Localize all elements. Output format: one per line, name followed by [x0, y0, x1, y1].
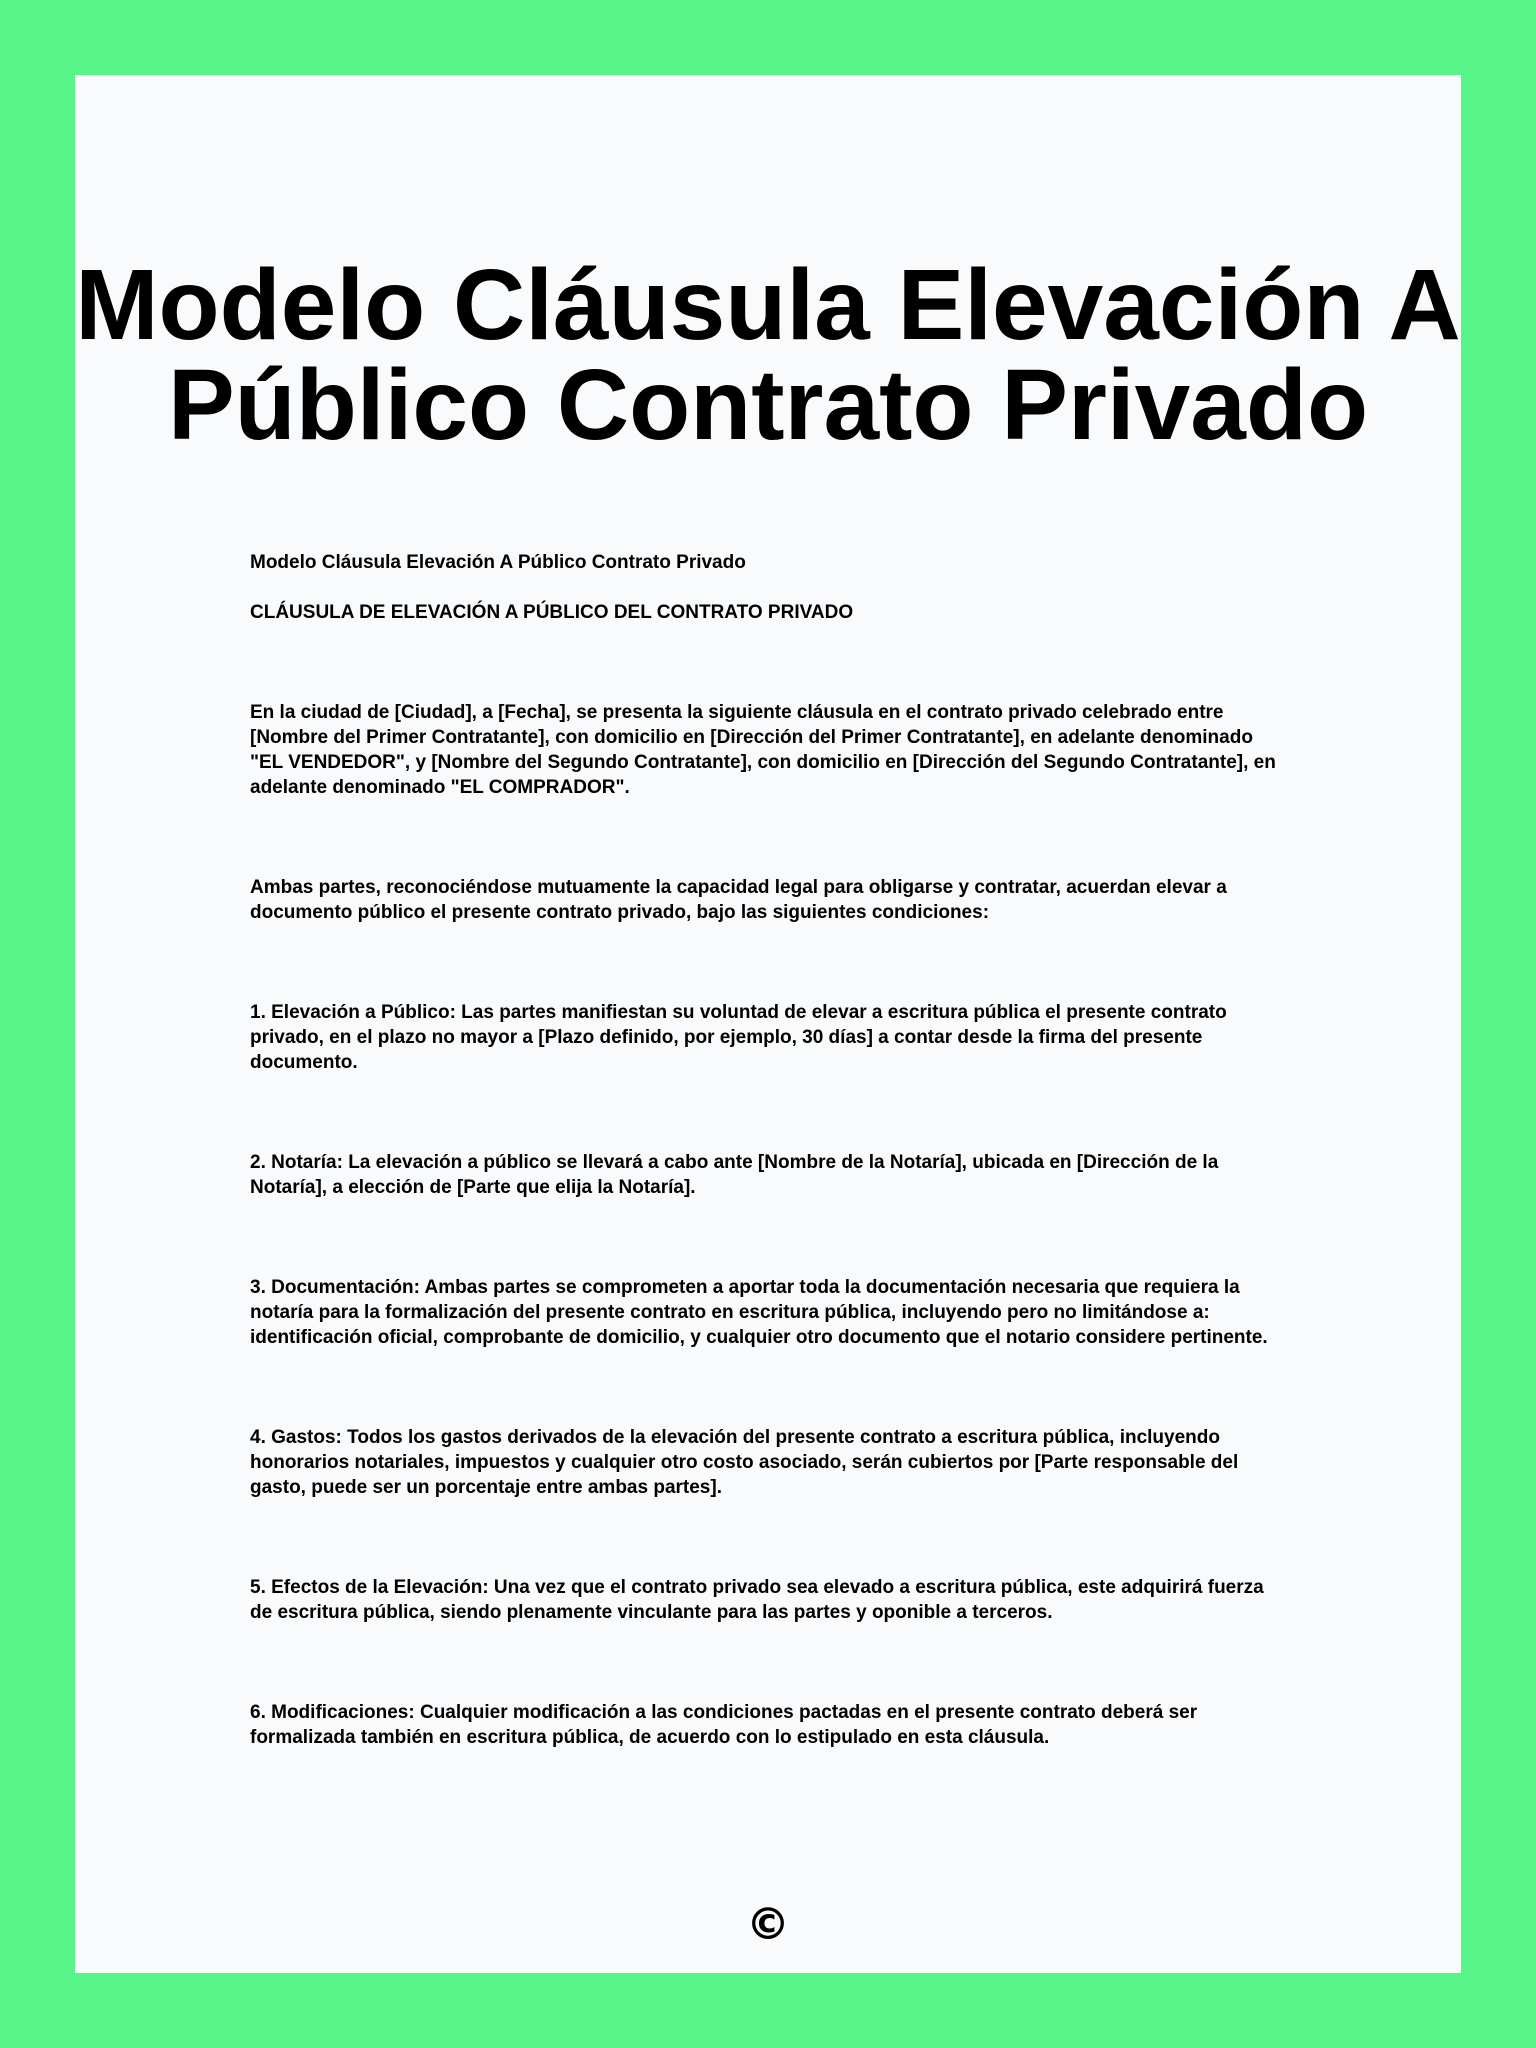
document-title: Modelo Cláusula Elevación A Público Contrato Privado [75, 249, 1461, 461]
clause-expenses: 4. Gastos: Todos los gastos derivados de la elevación del presente contrato a escritura pública, incluyendo honorarios notariales, impuestos y cualquier otro costo asociado, serán cubiertos por [Parte responsable del gasto, puede ser un porcentaje entre ambas partes]. [250, 1427, 1239, 1498]
copyright-icon: © [746, 1899, 790, 1950]
document-heading: Modelo Cláusula Elevación A Público Contrato Privado [250, 552, 746, 573]
paragraph-intro: En la ciudad de [Ciudad], a [Fecha], se presenta la siguiente cláusula en el contrato privado celebrado entre [Nombre del Primer Contratante], con domicilio en [Dirección del Primer Contratante], en adelante denominado "EL VENDEDOR", y [Nombre del Segundo Contratante], con domicilio en [Dirección del Segundo Contratante], en adelante denominado "EL COMPRADOR". [250, 702, 1276, 798]
clause-elevation: 1. Elevación a Público: Las partes manifiestan su voluntad de elevar a escritura pública el presente contrato privado, en el plazo no mayor a [Plazo definido, por ejemplo, 30 días] a contar desde la firma del presente documento. [250, 1002, 1227, 1073]
clause-notary: 2. Notaría: La elevación a público se llevará a cabo ante [Nombre de la Notaría], ubicada en [Dirección de la Notaría], a elección de [Parte que elija la Notaría]. [250, 1152, 1219, 1198]
clause-heading: CLÁUSULA DE ELEVACIÓN A PÚBLICO DEL CONTRATO PRIVADO [250, 602, 854, 623]
clause-documentation: 3. Documentación: Ambas partes se comprometen a aportar toda la documentación necesaria que requiera la notaría para la formalización del presente contrato en escritura pública, incluyendo pero no limitándose a: identificación oficial, comprobante de domicilio, y cualquier otro documento que el notario considere pertinente. [250, 1277, 1268, 1348]
clause-effects: 5. Efectos de la Elevación: Una vez que el contrato privado sea elevado a escritura pública, este adquirirá fuerza de escritura pública, siendo plenamente vinculante para las partes y oponible a terceros. [250, 1577, 1264, 1623]
clause-modifications: 6. Modificaciones: Cualquier modificación a las condiciones pactadas en el presente contrato deberá ser formalizada también en escritura pública, de acuerdo con lo estipulado en esta cláusula. [250, 1702, 1198, 1748]
paragraph-agreement: Ambas partes, reconociéndose mutuamente la capacidad legal para obligarse y contratar, acuerdan elevar a documento público el presente contrato privado, bajo las siguientes condiciones: [250, 877, 1227, 923]
document-body [250, 550, 1290, 1825]
document-page [75, 75, 1461, 1973]
